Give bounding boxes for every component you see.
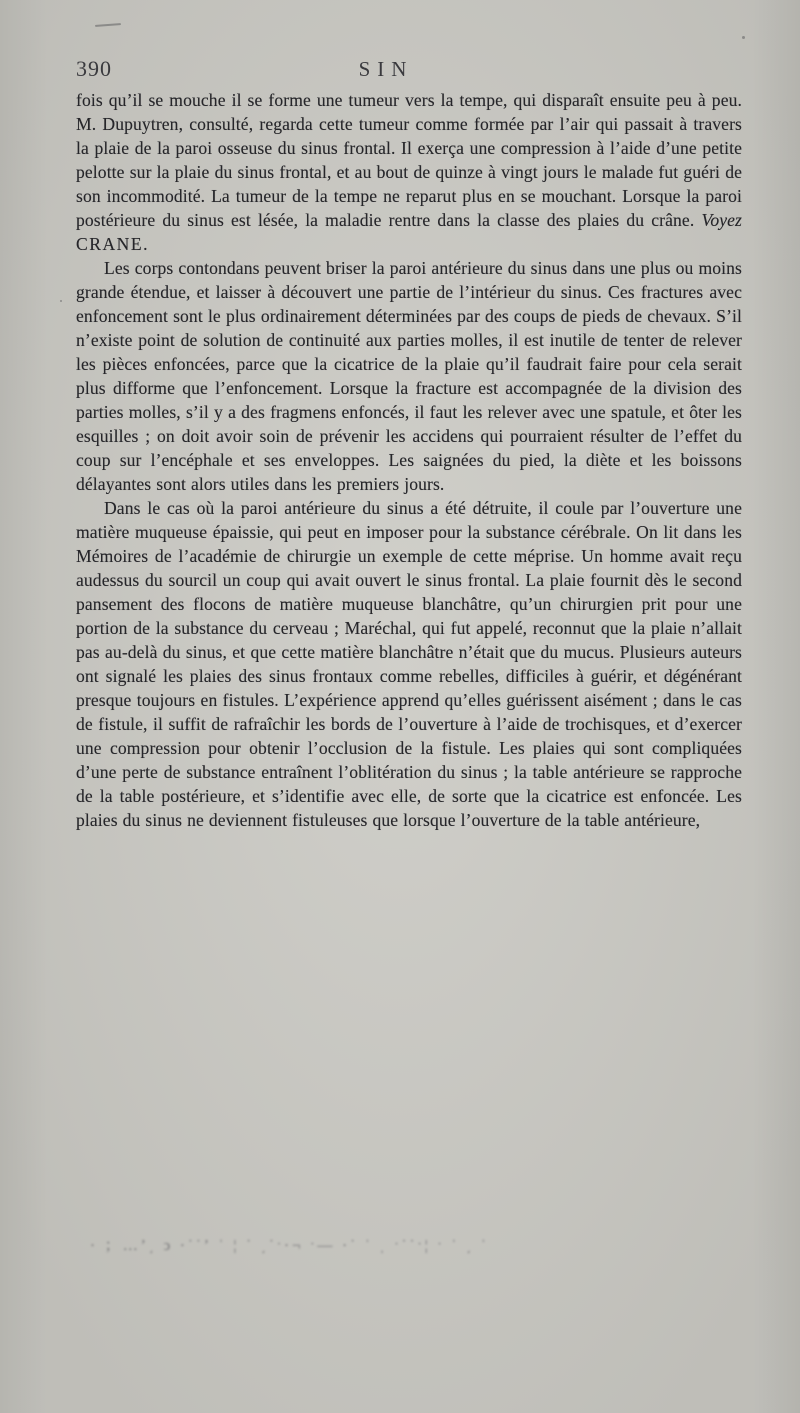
paragraph-continuation [76, 88, 742, 256]
running-title: SIN [358, 57, 414, 81]
paragraph: Les corps contondans peuvent briser la paroi antérieure du sinus dans une plus ou moins grande étendue, et laisser à découvert une partie de l’intérieur du sinus. Ces fractures avec enfoncement sont le plus ordinairement déterminées par des coups de pieds de chevaux. S’il n’existe point de solution de continuité aux parties molles, il est inutile de tenter de relever les pièces enfoncées, parce que la cicatrice de la plaie qu’il faudrait faire pour cela serait plus difforme que l’enfoncement. Lorsque la fracture est accompagnée de la division des parties molles, s’il y a des fragmens enfoncés, il faut les relever avec une spatule, et ôter les esquilles ; on doit avoir soin de prévenir les accidens qui pourraient résulter de l’effet du coup sur l’encéphale et ses enveloppes. Les saignées du pied, la diète et les boissons délayantes sont alors utiles dans les premiers jours. [76, 258, 742, 494]
scan-mark [60, 300, 62, 302]
cross-reference-target: CRANE. [76, 234, 150, 254]
paragraph-text: fois qu’il se mouche il se forme une tumeur vers la tempe, qui disparaît ensuite peu à peu. M. Dupuytren, consulté, regarda cette tumeur comme formée par l’air qui passait à travers la plaie de la paroi osseuse du sinus frontal. Il exerça une compression à l’aide d’une petite pelotte sur la plaie du sinus frontal, et au bout de quinze à vingt jours le malade fut guéri de son incommodité. La tumeur de la tempe ne reparut plus en se mouchant. Lorsque la paroi postérieure du sinus est lésée, la maladie rentre dans la classe des plaies du crâne. [76, 90, 742, 230]
page-number: 390 [76, 56, 112, 81]
scan-mark [95, 23, 121, 27]
scan-mark [742, 36, 745, 39]
cross-reference-see: Voyez [701, 210, 742, 230]
paragraph: Dans le cas où la paroi antérieure du sinus a été détruite, il coule par l’ouverture une matière muqueuse épaissie, qui peut en imposer pour la substance cérébrale. On lit dans les Mémoires de l’académie de chirurgie un exemple de cette méprise. Un homme avait reçu audessus du sourcil un coup qui avait ouvert le sinus frontal. La plaie fournit dès le second pansement des flocons de matière muqueuse blanchâtre, qu’un chirurgien prit pour une portion de la substance du cerveau ; Maréchal, qui fut appelé, reconnut que la plaie n’allait pas au-delà du sinus, et que cette matière blanchâtre n’était que du mucus. Plusieurs auteurs ont signalé les plaies des sinus frontaux comme rebelles, difficiles à guérir, et dégénérant presque toujours en fistules. L’expérience apprend qu’elles guérissent aisément ; dans le cas de fistule, il suffit de rafraîchir les bords de l’ouverture à l’aide de trochisques, et d’exercer une compression pour obtenir l’occlusion de la fistule. Les plaies qui sont compliquées d’une perte de substance entraînent l’oblitération du sinus ; la table antérieure se rapproche de la table postérieure, et s’identifie avec elle, de sorte que la cicatrice est enfoncée. Les plaies du sinus ne deviennent fistuleuses que lorsque l’ouverture de la table antérieure, [76, 498, 742, 830]
running-header [76, 56, 742, 82]
scan-artifact-bleedthrough: · ；…ʼ͵ ͻ ·˙˙ʼ ˈ ¦ ˙ ͵˙ˑ·¬ ˑ— ·˙ ˈ ˌ ˑ˙˙ˑ¦ ˑ ˈ ͵ ˈ [90, 1238, 489, 1254]
body-text [76, 88, 742, 832]
